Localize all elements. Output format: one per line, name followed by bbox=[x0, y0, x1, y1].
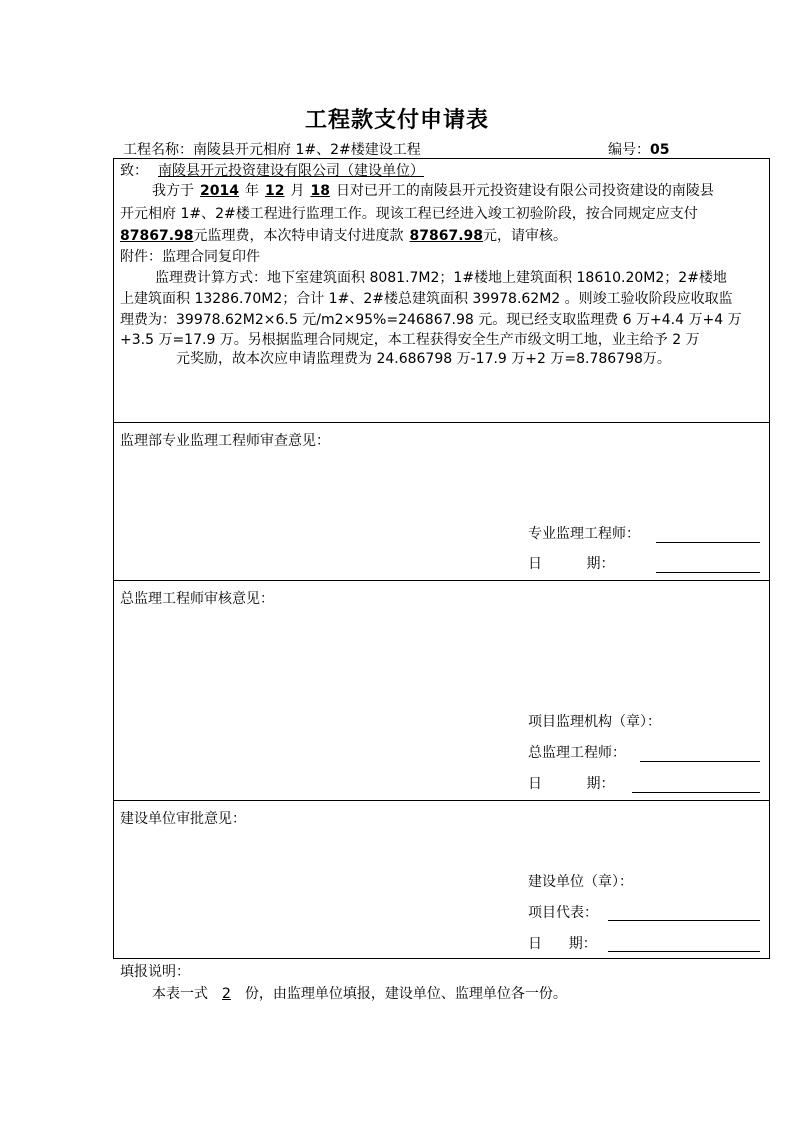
chief-engineer-signature-field[interactable] bbox=[640, 761, 760, 762]
notes-text bbox=[152, 984, 567, 1004]
section-divider bbox=[113, 422, 770, 423]
requested-fee-amount: 87867.98 bbox=[120, 228, 194, 244]
progress-payment-amount: 87867.98 bbox=[409, 228, 484, 244]
fee-calc-line: +3.5 万=17.9 万。另根据监理合同规定，本工程获得安全生产市级文明工地，业主给予 2 万 bbox=[120, 332, 700, 348]
application-line-3 bbox=[120, 226, 567, 246]
application-text: 我方于 bbox=[152, 183, 194, 199]
serial-number-row bbox=[608, 139, 669, 159]
section-divider bbox=[113, 800, 770, 801]
chief-date-label: 日 期： bbox=[528, 776, 615, 792]
engineer-signature-label: 专业监理工程师： bbox=[528, 526, 640, 542]
attachment-line: 附件：监理合同复印件 bbox=[120, 249, 260, 265]
fee-calc-line: 元奖励，故本次应申请监理费为 24.686798 万-17.9 万+2 万=8.786798万。 bbox=[176, 351, 671, 367]
owner-date-field[interactable] bbox=[608, 951, 760, 952]
supervision-org-seal-label: 项目监理机构（章）： bbox=[528, 714, 661, 730]
application-line-2: 开元相府 1#、2#楼工程进行监理工作。现该工程已经进入竣工初验阶段，按合同规定应支付 bbox=[120, 206, 698, 222]
engineer-date-label: 日 期： bbox=[528, 556, 615, 572]
application-text: 月 bbox=[290, 183, 305, 199]
engineer-date-field[interactable] bbox=[656, 572, 760, 573]
chief-date-field[interactable] bbox=[632, 792, 760, 793]
fee-calc-line: 理费为：39978.62M2×6.5 元/m2×95%=246867.98 元。现已经支取监理费 6 万+4.4 万+4 万 bbox=[120, 312, 742, 328]
chief-engineer-label: 总监理工程师： bbox=[528, 745, 626, 761]
notes-text-part: 份，由监理单位填报，建设单位、监理单位各一份。 bbox=[244, 986, 567, 1002]
engineer-signature-field[interactable] bbox=[656, 542, 760, 543]
application-month: 12 bbox=[264, 183, 285, 199]
project-name-value: 南陵县开元相府 1#、2#楼建设工程 bbox=[193, 142, 421, 158]
application-text: 元监理费，本次特申请支付进度款 bbox=[193, 228, 404, 244]
application-text: 年 bbox=[244, 183, 259, 199]
project-representative-field[interactable] bbox=[608, 920, 760, 921]
notes-text-part: 本表一式 bbox=[152, 986, 208, 1002]
project-name-label: 工程名称： bbox=[123, 142, 193, 158]
application-text: 日对已开工的南陵县开元投资建设有限公司投资建设的南陵县 bbox=[335, 183, 714, 199]
application-day: 18 bbox=[310, 183, 330, 199]
addressee-name: 南陵县开元投资建设有限公司（建设单位） bbox=[158, 163, 424, 179]
owner-seal-label: 建设单位（章）： bbox=[528, 874, 633, 890]
project-representative-label: 项目代表： bbox=[528, 905, 598, 921]
fee-calc-line: 监理费计算方式：地下室建筑面积 8081.7M2；1#楼地上建筑面积 18610.20M2；2#楼地 bbox=[155, 270, 727, 286]
application-text: 元，请审核。 bbox=[483, 228, 568, 244]
fee-calc-line: 上建筑面积 13286.70M2；合计 1#、2#楼总建筑面积 39978.62M2 。则竣工验收阶段应收取监 bbox=[120, 291, 733, 307]
project-name-row bbox=[123, 139, 421, 159]
owner-approval-heading: 建设单位审批意见： bbox=[120, 811, 246, 827]
engineer-review-heading: 监理部专业监理工程师审查意见： bbox=[120, 433, 330, 449]
copies-count: 2 bbox=[222, 986, 231, 1002]
application-line-1 bbox=[152, 181, 714, 201]
addressee-label: 致： bbox=[120, 163, 148, 179]
chief-review-heading: 总监理工程师审核意见： bbox=[120, 591, 274, 607]
section-divider bbox=[113, 580, 770, 581]
page-title: 工程款支付申请表 bbox=[304, 108, 489, 133]
serial-number-label: 编号： bbox=[608, 142, 650, 158]
owner-date-label: 日 期： bbox=[528, 936, 597, 952]
application-year: 2014 bbox=[200, 183, 239, 199]
notes-heading: 填报说明： bbox=[120, 964, 190, 980]
serial-number-value: 05 bbox=[650, 142, 670, 158]
addressee-line bbox=[120, 161, 424, 181]
